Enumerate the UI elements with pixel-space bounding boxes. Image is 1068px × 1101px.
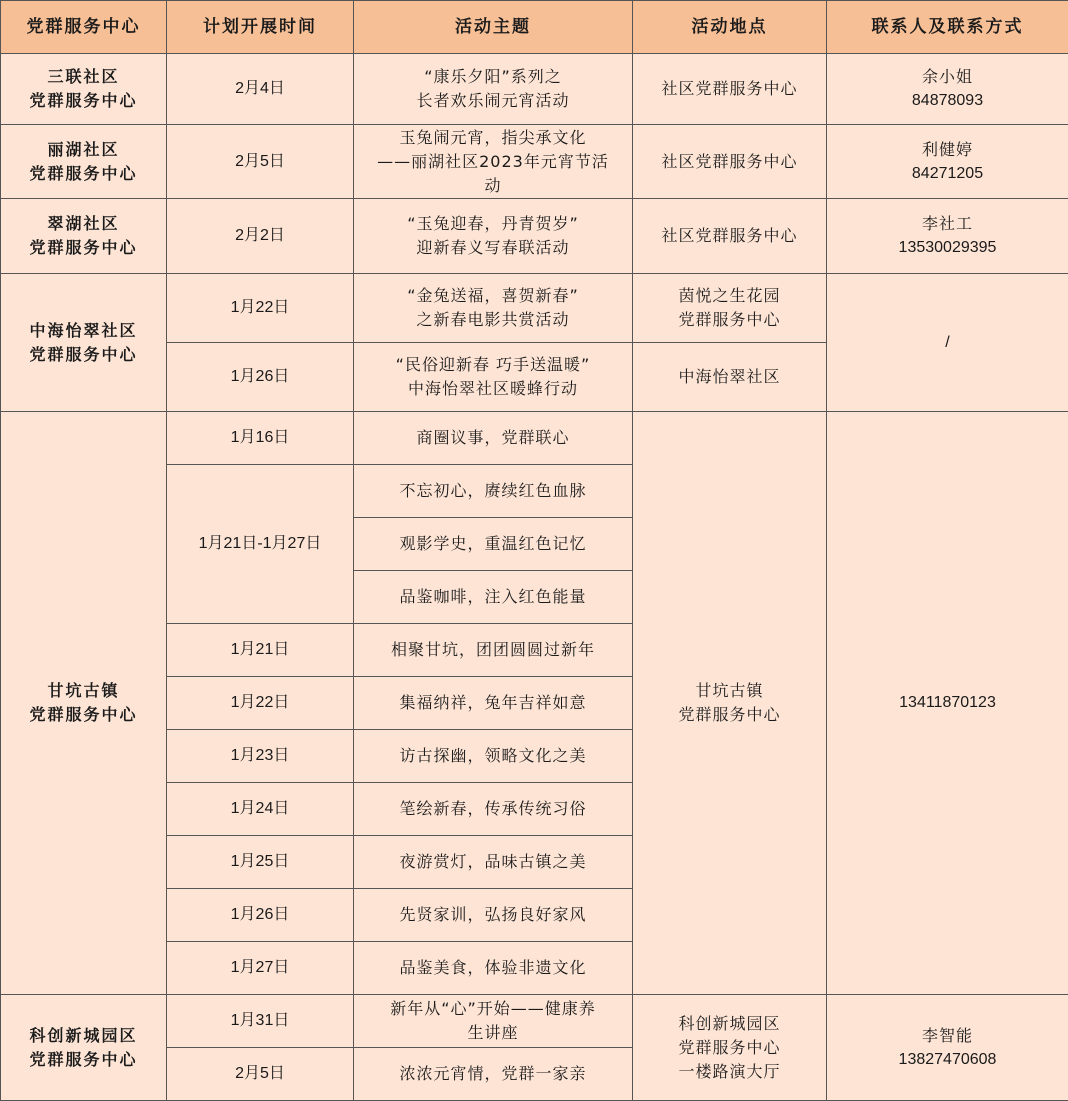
topic-cell: 品鉴美食，体验非遗文化 [354, 942, 633, 995]
header-place: 活动地点 [633, 1, 827, 54]
date-cell: 1月25日 [167, 836, 354, 889]
center-cell: 三联社区 党群服务中心 [1, 54, 167, 125]
center-cell: 翠湖社区 党群服务中心 [1, 199, 167, 274]
date-cell: 2月5日 [167, 1048, 354, 1101]
table-row [1, 199, 1068, 274]
header-contact: 联系人及联系方式 [827, 1, 1068, 54]
table-row [1, 412, 1068, 465]
topic-cell: 观影学史，重温红色记忆 [354, 518, 633, 571]
center-cell: 丽湖社区 党群服务中心 [1, 125, 167, 199]
topic-cell: 新年从“心”开始——健康养 生讲座 [354, 995, 633, 1048]
date-cell: 1月27日 [167, 942, 354, 995]
topic-cell: 先贤家训，弘扬良好家风 [354, 889, 633, 942]
contact-cell: 13411870123 [827, 412, 1068, 995]
topic-cell: “玉兔迎春，丹青贺岁” 迎新春义写春联活动 [354, 199, 633, 274]
topic-cell: 玉兔闹元宵，指尖承文化 ——丽湖社区2023年元宵节活 动 [354, 125, 633, 199]
topic-cell: 相聚甘坑，团团圆圆过新年 [354, 624, 633, 677]
date-cell: 2月5日 [167, 125, 354, 199]
place-cell: 社区党群服务中心 [633, 199, 827, 274]
contact-cell: 李社工 13530029395 [827, 199, 1068, 274]
table-row [1, 54, 1068, 125]
topic-cell: “金兔送福，喜贺新春” 之新春电影共赏活动 [354, 274, 633, 343]
table-row [1, 995, 1068, 1048]
topic-cell: 商圈议事，党群联心 [354, 412, 633, 465]
date-cell: 1月22日 [167, 677, 354, 730]
center-cell: 中海怡翠社区 党群服务中心 [1, 274, 167, 412]
date-cell: 2月2日 [167, 199, 354, 274]
topic-cell: 夜游赏灯，品味古镇之美 [354, 836, 633, 889]
contact-cell: 李智能 13827470608 [827, 995, 1068, 1101]
date-cell: 1月31日 [167, 995, 354, 1048]
topic-cell: “康乐夕阳”系列之 长者欢乐闹元宵活动 [354, 54, 633, 125]
place-cell: 中海怡翠社区 [633, 343, 827, 412]
date-cell: 1月23日 [167, 730, 354, 783]
place-cell: 甘坑古镇 党群服务中心 [633, 412, 827, 995]
topic-cell: 访古探幽，领略文化之美 [354, 730, 633, 783]
topic-cell: “民俗迎新春 巧手送温暖” 中海怡翠社区暖蜂行动 [354, 343, 633, 412]
table-row [1, 125, 1068, 199]
date-cell: 1月16日 [167, 412, 354, 465]
date-cell: 1月26日 [167, 889, 354, 942]
date-cell: 1月21日 [167, 624, 354, 677]
topic-cell: 浓浓元宵情，党群一家亲 [354, 1048, 633, 1101]
place-cell: 社区党群服务中心 [633, 125, 827, 199]
table-row [1, 274, 1068, 343]
header-row [1, 1, 1068, 54]
date-cell: 1月24日 [167, 783, 354, 836]
contact-cell: 余小姐 84878093 [827, 54, 1068, 125]
header-center: 党群服务中心 [1, 1, 167, 54]
date-cell: 2月4日 [167, 54, 354, 125]
topic-cell: 笔绘新春，传承传统习俗 [354, 783, 633, 836]
place-cell: 科创新城园区 党群服务中心 一楼路演大厅 [633, 995, 827, 1101]
date-cell: 1月22日 [167, 274, 354, 343]
header-topic: 活动主题 [354, 1, 633, 54]
contact-cell: / [827, 274, 1068, 412]
contact-cell: 利健婷 84271205 [827, 125, 1068, 199]
center-cell: 科创新城园区 党群服务中心 [1, 995, 167, 1101]
place-cell: 社区党群服务中心 [633, 54, 827, 125]
date-cell: 1月26日 [167, 343, 354, 412]
place-cell: 茵悦之生花园 党群服务中心 [633, 274, 827, 343]
date-cell: 1月21日-1月27日 [167, 465, 354, 624]
topic-cell: 品鉴咖啡，注入红色能量 [354, 571, 633, 624]
center-cell: 甘坑古镇 党群服务中心 [1, 412, 167, 995]
topic-cell: 集福纳祥，兔年吉祥如意 [354, 677, 633, 730]
topic-cell: 不忘初心，赓续红色血脉 [354, 465, 633, 518]
header-date: 计划开展时间 [167, 1, 354, 54]
